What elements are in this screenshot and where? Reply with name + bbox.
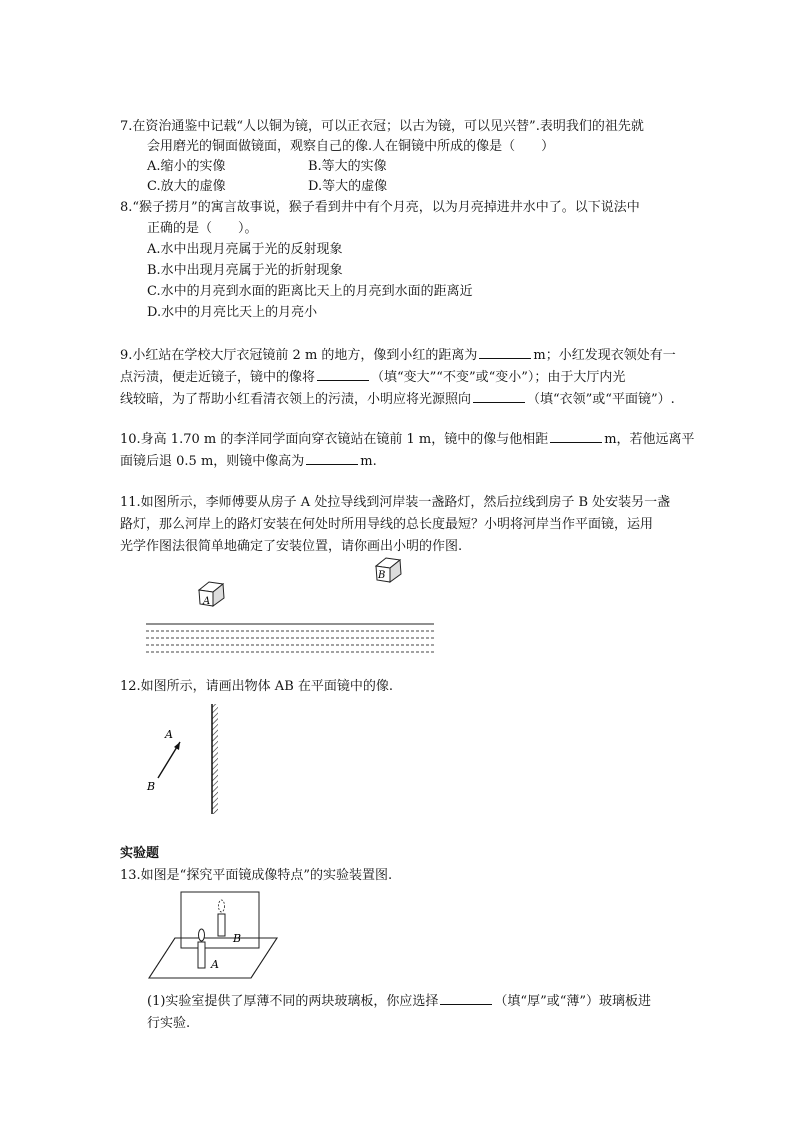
- house-b-figure: [372, 554, 408, 586]
- q8-line2: 正确的是（ ）。: [147, 221, 258, 236]
- answer-blank[interactable]: [306, 452, 358, 465]
- q8-option-b: B.水中出现月亮属于光的折射现象: [147, 263, 343, 278]
- q8-line1: 8.“猴子捞月”的寓言故事说，猴子看到井中有个月亮，以为月亮掉进井水中了。以下说法中: [120, 200, 640, 215]
- q9-text: m；小红发现衣领处有一: [533, 348, 676, 363]
- q10-text: m.: [360, 454, 377, 469]
- mirror-figure: [140, 700, 230, 820]
- river-bank-figure: [146, 620, 436, 660]
- q8-option-d: D.水中的月亮比天上的月亮小: [147, 305, 318, 320]
- q9-text: 9.小红站在学校大厅衣冠镜前 2 m 的地方，像到小红的距离为: [120, 348, 478, 363]
- label-a: A: [165, 728, 173, 741]
- q10-line1: [120, 430, 695, 450]
- experiment-figure: [145, 890, 285, 986]
- answer-blank[interactable]: [550, 430, 602, 443]
- candle-a: [198, 942, 205, 968]
- q13-sub1-line2: 行实验.: [147, 1016, 191, 1031]
- house-b-label: B: [378, 570, 386, 581]
- candle-b-label: B: [233, 932, 242, 945]
- q9-line3: [120, 390, 675, 410]
- q13-text: （填“厚”或“薄”）玻璃板进: [494, 994, 652, 1009]
- q9-line2: [120, 368, 625, 388]
- house-a-label: A: [203, 596, 211, 607]
- mirror-hatch: [212, 704, 218, 814]
- q13-sub1-line1: [147, 992, 651, 1012]
- q7-option-c: C.放大的虚像: [147, 179, 226, 194]
- candle-a-label: A: [211, 958, 219, 971]
- q9-text: 线较暗，为了帮助小红看清衣领上的污渍，小明应将光源照向: [120, 392, 472, 407]
- answer-blank[interactable]: [473, 390, 525, 403]
- q9-line1: [120, 346, 676, 366]
- q7-line2: 会用磨光的铜面做镜面，观察自己的像.人在铜镜中所成的像是（ ）: [147, 139, 555, 154]
- q11-line3: 光学作图法很简单地确定了安装位置，请你画出小明的作图.: [120, 539, 463, 554]
- house-a-figure: [195, 578, 231, 610]
- q11-line2: 路灯，那么河岸上的路灯安装在何处时所用导线的总长度最短？小明将河岸当作平面镜，运用: [120, 517, 654, 532]
- q10-line2: [120, 452, 377, 472]
- q10-text: m，若他远离平: [604, 432, 695, 447]
- q11-line1: 11.如图所示，李师傅要从房子 A 处拉导线到河岸装一盏路灯，然后拉线到房子 B 处安装另一盏: [120, 495, 671, 510]
- q9-text: （填“变大”“不变”或“变小”）；由于大厅内光: [371, 370, 626, 385]
- q10-text: 面镜后退 0.5 m，则镜中像高为: [120, 454, 305, 469]
- q7-line1: 7.在资治通鉴中记载“人以铜为镜，可以正衣冠；以古为镜，可以见兴替”.表明我们的祖先就: [120, 119, 644, 134]
- q10-text: 10.身高 1.70 m 的李洋同学面向穿衣镜站在镜前 1 m，镜中的像与他相距: [120, 432, 549, 447]
- arrow-head: [174, 742, 180, 750]
- q13-text: (1)实验室提供了厚薄不同的两块玻璃板，你应选择: [147, 994, 439, 1009]
- q12-line1: 12.如图所示，请画出物体 AB 在平面镜中的像.: [120, 679, 394, 694]
- answer-blank[interactable]: [317, 368, 369, 381]
- q7-option-d: D.等大的虚像: [308, 179, 388, 194]
- candle-b: [218, 914, 225, 936]
- q9-text: （填“衣领”或“平面镜”）.: [527, 392, 675, 407]
- q7-option-a: A.缩小的实像: [147, 159, 226, 174]
- flame-icon: [199, 929, 205, 941]
- label-b: B: [147, 780, 156, 793]
- q9-text: 点污渍，便走近镜子，镜中的像将: [120, 370, 316, 385]
- q13-line1: 13.如图是“探究平面镜成像特点”的实验装置图.: [120, 868, 393, 883]
- q7-option-b: B.等大的实像: [308, 159, 387, 174]
- q8-option-c: C.水中的月亮到水面的距离比天上的月亮到水面的距离近: [147, 284, 473, 299]
- q8-option-a: A.水中出现月亮属于光的反射现象: [147, 242, 343, 257]
- answer-blank[interactable]: [479, 346, 531, 359]
- section-title: 实验题: [120, 846, 160, 861]
- answer-blank[interactable]: [440, 992, 492, 1005]
